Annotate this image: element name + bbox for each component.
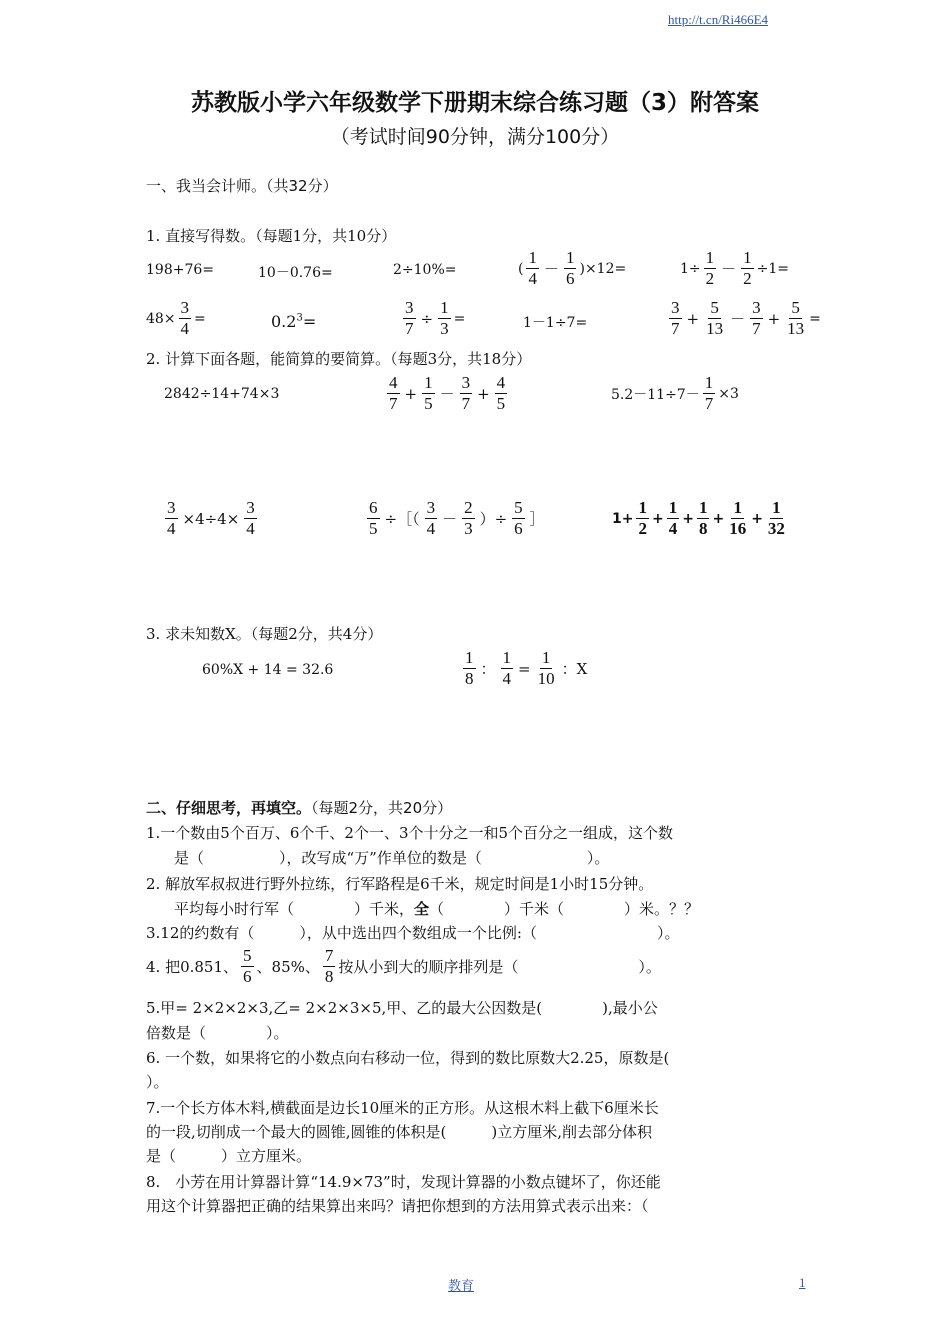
q2-expr-3: 5.2－11÷7－ $\frac{1}{7}$ ×3 — [611, 373, 739, 413]
fraction: $\frac{1}{4}$ — [668, 498, 678, 538]
fraction: $\frac{4}{7}$ — [389, 373, 398, 413]
q3-label: 3. 求未知数X。（每题2分，共4分） — [146, 625, 383, 643]
q2-expr-2: $\frac{4}{7}$ + $\frac{1}{5}$ － $\frac{3}{7}$ + $\frac{4}{5}$ — [389, 373, 506, 413]
page-title: 苏教版小学六年级数学下册期末综合练习题（3）附答案 — [190, 90, 759, 116]
s2-line-8: 倍数是（ ）。 — [146, 1024, 289, 1042]
page-number[interactable]: 1 — [799, 1275, 806, 1290]
s2-line-6: 4. 把0.851、 $\frac{5}{6}$ 、85%、 $\frac{7}{8}$ 按从小到大的顺序排列是（ ）。 — [146, 946, 661, 986]
q1-label: 1. 直接写得数。（每题1分，共10分） — [146, 227, 397, 245]
s2-line-2: 是（ ），改写成“万”作单位的数是（ ）。 — [174, 849, 610, 867]
fraction: $\frac{1}{2}$ — [743, 248, 752, 288]
fraction: $\frac{3}{7}$ — [461, 373, 471, 413]
fraction: $\frac{1}{16}$ — [729, 498, 747, 538]
q1-item-2: 10－0.76= — [258, 265, 333, 281]
q1-item-1: 198+76= — [146, 262, 214, 278]
fraction: $\frac{1}{32}$ — [767, 498, 785, 538]
q1-item-6: 48× $\frac{3}{4}$ = — [146, 298, 206, 338]
s2-line-12: 的一段,切削成一个最大的圆锥,圆锥的体积是( )立方厘米,削去部分体积 — [146, 1123, 653, 1141]
s2-line-10: ）。 — [146, 1073, 169, 1091]
fraction: $\frac{1}{8}$ — [465, 648, 474, 688]
fraction: $\frac{1}{7}$ — [704, 373, 714, 413]
fraction: $\frac{3}{7}$ — [752, 298, 761, 338]
q1-item-5: 1÷ $\frac{1}{2}$ － $\frac{1}{2}$ ÷1= — [680, 248, 790, 288]
q2-expr-4: $\frac{3}{4}$ ×4÷4× $\frac{3}{4}$ — [167, 498, 255, 538]
fraction: $\frac{4}{5}$ — [496, 373, 506, 413]
fraction: $\frac{1}{2}$ — [638, 498, 647, 538]
fraction: $\frac{6}{5}$ — [369, 498, 378, 538]
s2-line-14: 8. 小芳在用计算器计算“14.9×73”时，发现计算器的小数点键坏了，你还能 — [146, 1173, 661, 1191]
s2-line-13: 是（ ）立方厘米。 — [146, 1147, 312, 1165]
s2-line-3: 2. 解放军叔叔进行野外拉练，行军路程是6千米，规定时间是1小时15分钟。 — [146, 875, 654, 893]
fraction: $\frac{1}{4}$ — [528, 248, 537, 288]
s2-line-15: 用这个计算器把正确的结果算出来吗？请把你想到的方法用算式表示出来：（ — [146, 1197, 649, 1215]
fraction: $\frac{1}{2}$ — [705, 248, 715, 288]
fraction: $\frac{3}{4}$ — [426, 498, 436, 538]
fraction: $\frac{1}{5}$ — [424, 373, 433, 413]
fraction: $\frac{5}{6}$ — [514, 498, 523, 538]
s2-line-1: 1.一个数由5个百万、6个千、2个一、3个十分之一和5个百分之一组成，这个数 — [146, 824, 674, 842]
q1-item-4: ( $\frac{1}{4}$ － $\frac{1}{6}$ )×12= — [518, 248, 627, 288]
footer-link[interactable]: 教育 — [448, 1278, 475, 1293]
q1-item-10: $\frac{3}{7}$ + $\frac{5}{13}$ － $\frac{3}{7}$ + $\frac{5}{13}$ = — [671, 298, 821, 338]
q1-item-8: $\frac{3}{7}$ ÷ $\frac{1}{3}$ = — [405, 298, 466, 338]
fraction: $\frac{3}{4}$ — [246, 498, 255, 538]
fraction: $\frac{1}{4}$ — [502, 648, 512, 688]
fraction: $\frac{3}{7}$ — [671, 298, 680, 338]
fraction: $\frac{5}{13}$ — [787, 298, 805, 338]
section2-heading: 二、仔细思考，再填空。（每题2分，共20分） — [146, 799, 453, 817]
s2-line-5: 3.12的约数有（ ），从中选出四个数组成一个比例:（ ）。 — [146, 924, 680, 942]
fraction: $\frac{1}{3}$ — [440, 298, 449, 338]
header-link[interactable]: http://t.cn/Ri466E4 — [668, 12, 769, 27]
fraction: $\frac{5}{6}$ — [243, 946, 252, 986]
section1-heading: 一、我当会计师。（共32分） — [146, 177, 338, 195]
fraction: $\frac{1}{6}$ — [565, 248, 575, 288]
fraction: $\frac{2}{3}$ — [464, 498, 473, 538]
page-subtitle: （考试时间90分钟，满分100分） — [330, 126, 620, 148]
fraction: $\frac{3}{4}$ — [167, 498, 176, 538]
q3-expr-1: 60%X + 14 = 32.6 — [202, 662, 334, 678]
paren-open: ( — [518, 260, 524, 277]
q2-expr-6: 1+ $\frac{1}{2}$ + $\frac{1}{4}$ + $\frac{1}{8}$ + $\frac{1}{16}$ + $\frac{1}{32}$ — [612, 498, 785, 538]
fraction: $\frac{7}{8}$ — [324, 946, 334, 986]
q2-label: 2. 计算下面各题，能简算的要简算。（每题3分，共18分） — [146, 350, 532, 368]
q1-item-9: 1－1÷7= — [523, 315, 588, 331]
s2-line-11: 7.一个长方体木料,横截面是边长10厘米的正方形。从这根木料上截下6厘米长 — [146, 1099, 659, 1117]
fraction: $\frac{3}{7}$ — [405, 298, 414, 338]
s2-line-4: 平均每小时行军（ ）千米，全（ ）千米（ ）米。？？ — [174, 900, 700, 918]
q2-expr-1: 2842÷14+74×3 — [164, 386, 280, 402]
s2-line-9: 6. 一个数，如果将它的小数点向右移动一位，得到的数比原数大2.25，原数是( — [146, 1049, 670, 1067]
q3-expr-2: $\frac{1}{8}$ ： $\frac{1}{4}$ = $\frac{1}{10}$ ：X — [465, 648, 588, 688]
q1-item-7: $0.2^3=$ — [271, 312, 317, 331]
fraction: $\frac{3}{4}$ — [180, 298, 190, 338]
fraction: $\frac{1}{8}$ — [698, 498, 708, 538]
q1-item-3: 2÷10%= — [393, 262, 457, 278]
fraction: $\frac{5}{13}$ — [706, 298, 724, 338]
s2-line-7: 5.甲= 2×2×2×3,乙= 2×2×3×5,甲、乙的最大公因数是( ),最小公 — [146, 999, 658, 1017]
q2-expr-5: $\frac{6}{5}$ ÷［（ $\frac{3}{4}$ － $\frac{2}{3}$ ）÷ $\frac{5}{6}$ ］ — [369, 498, 545, 538]
fraction: $\frac{1}{10}$ — [537, 648, 555, 688]
